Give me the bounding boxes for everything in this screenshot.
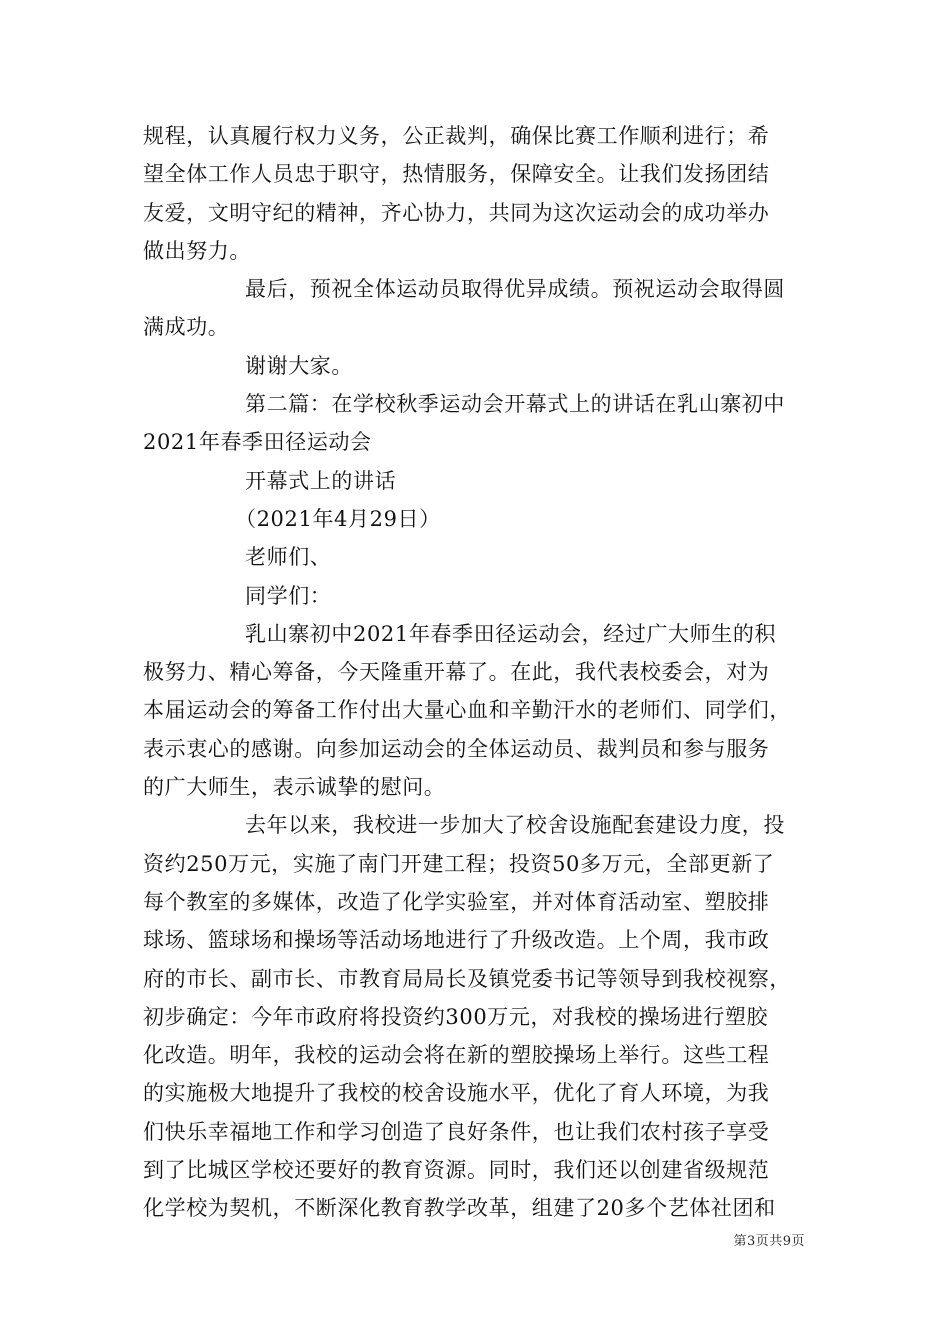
text-line: 每个教室的多媒体，改造了化学实验室，并对体育活动室、塑胶排: [143, 889, 770, 914]
text-line: 府的市长、副市长、市教育局局长及镇党委书记等领导到我校视察，: [143, 966, 791, 991]
salutation-line: 同学们：: [245, 583, 332, 608]
text-line: 满成功。: [143, 315, 230, 340]
text-line: 去年以来，我校进一步加大了校舍设施配套建设力度，投: [245, 813, 785, 838]
text-line: 化学校为契机，不断深化教育教学改革，组建了20多个艺体社团和: [143, 1196, 776, 1221]
text-line: 望全体工作人员忠于职守，热情服务，保障安全。让我们发扬团结: [143, 162, 770, 187]
text-line: 乳山寨初中2021年春季田径运动会，经过广大师生的积: [245, 621, 777, 646]
salutation-line: 老师们、: [245, 545, 332, 570]
text-line: 谢谢大家。: [245, 353, 353, 378]
page-number-footer: 第3页共9页: [733, 1234, 805, 1249]
text-line: 到了比城区学校还要好的教育资源。同时，我们还以创建省级规范: [143, 1158, 770, 1183]
text-line: 初步确定：今年市政府将投资约300万元，对我校的操场进行塑胶: [143, 1004, 769, 1029]
text-line: 规程，认真履行权力义务，公正裁判，确保比赛工作顺利进行；希: [143, 124, 770, 148]
text-line: 做出努力。: [143, 238, 251, 263]
text-line: 的广大师生，表示诚挚的慰问。: [143, 775, 446, 800]
text-line: 资约250万元，实施了南门开建工程；投资50多万元，全部更新了: [143, 851, 775, 876]
section-heading-line: 2021年春季田径运动会: [143, 430, 372, 455]
text-line: 化改造。明年，我校的运动会将在新的塑胶操场上举行。这些工程: [143, 1043, 770, 1068]
text-line: 友爱，文明守纪的精神，齐心协力，共同为这次运动会的成功举办: [143, 200, 770, 225]
text-line: 极努力、精心筹备，今天隆重开幕了。在此，我代表校委会，对为: [143, 660, 770, 685]
text-line: 表示衷心的感谢。向参加运动会的全体运动员、裁判员和参与服务: [143, 736, 770, 761]
text-line: 本届运动会的筹备工作付出大量心血和辛勤汗水的老师们、同学们，: [143, 698, 791, 723]
section-heading-line: 第二篇：在学校秋季运动会开幕式上的讲话在乳山寨初中: [245, 392, 785, 417]
text-line: 们快乐幸福地工作和学习创造了良好条件，也让我们农村孩子享受: [143, 1119, 770, 1144]
text-line: 球场、篮球场和操场等活动场地进行了升级改造。上个周，我市政: [143, 928, 770, 953]
document-body: [143, 117, 808, 1228]
text-line: 最后，预祝全体运动员取得优异成绩。预祝运动会取得圆: [245, 277, 785, 302]
speech-title: 开幕式上的讲话: [245, 468, 397, 493]
speech-date: （2021年4月29日）: [235, 506, 441, 531]
text-line: 的实施极大地提升了我校的校舍设施水平，优化了育人环境，为我: [143, 1081, 770, 1106]
